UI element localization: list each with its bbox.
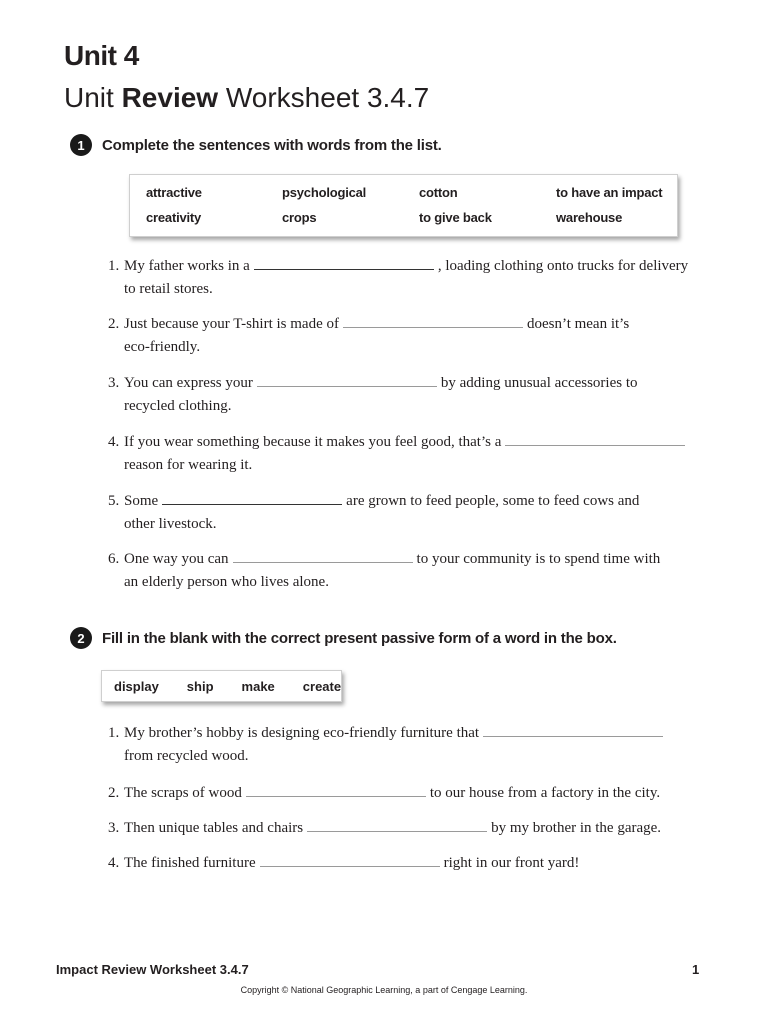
question-continuation: other livestock. [124, 516, 217, 532]
question-text: by my brother in the garage. [491, 820, 662, 836]
question-continuation: reason for wearing it. [124, 457, 253, 473]
word-list-box [129, 174, 678, 237]
question-text: My father works in a [124, 258, 250, 274]
worksheet-title [64, 82, 429, 114]
question-number: 3. [108, 375, 120, 391]
section-1-instructions: Complete the sentences with words from the list. [102, 136, 442, 154]
answer-blank[interactable] [257, 372, 437, 387]
section-number-badge: 2 [70, 627, 92, 649]
question-item [108, 817, 718, 840]
answer-blank[interactable] [246, 782, 426, 797]
copyright-notice: Copyright © National Geographic Learning, a part of Cengage Learning. [240, 985, 528, 995]
question-text: Then unique tables and chairs [124, 820, 304, 836]
title-suffix: Worksheet 3.4.7 [218, 82, 430, 113]
question-text: The finished furniture [124, 855, 256, 871]
question-number: 2. [108, 785, 120, 801]
question-text: My brother’s hobby is designing eco-friendly furniture that [124, 725, 480, 741]
question-text: , loading clothing onto trucks for delivery [437, 258, 689, 274]
question-number: 1. [108, 258, 120, 274]
question-continuation: recycled clothing. [124, 398, 232, 414]
section-2-heading [70, 627, 617, 649]
answer-blank[interactable] [505, 431, 685, 446]
question-text: One way you can [124, 551, 229, 567]
question-text: right in our front yard! [443, 855, 580, 871]
question-text: doesn’t mean it’s [526, 316, 630, 332]
question-number: 4. [108, 855, 120, 871]
question-number: 1. [108, 725, 120, 741]
answer-blank[interactable] [233, 548, 413, 563]
word-box [101, 670, 342, 702]
word-item: crops [282, 210, 317, 225]
word-item: ship [186, 678, 214, 694]
answer-blank[interactable] [162, 490, 342, 505]
page-number: 1 [692, 962, 700, 977]
word-item: creativity [146, 210, 202, 225]
question-item [108, 852, 718, 875]
question-number: 2. [108, 316, 120, 332]
question-text: to our house from a factory in the city. [429, 785, 661, 801]
question-number: 4. [108, 434, 120, 450]
question-item [108, 255, 718, 301]
question-number: 3. [108, 820, 120, 836]
question-text: The scraps of wood [124, 785, 242, 801]
question-text: to your community is to spend time with [416, 551, 661, 567]
answer-blank[interactable] [307, 817, 487, 832]
question-item [108, 782, 718, 805]
question-text: If you wear something because it makes you feel good, that’s a [124, 434, 502, 450]
section-1-heading [70, 134, 442, 156]
answer-blank[interactable] [483, 722, 663, 737]
question-continuation: an elderly person who lives alone. [124, 574, 329, 590]
word-item: to give back [419, 210, 492, 225]
question-number: 6. [108, 551, 120, 567]
question-text: are grown to feed people, some to feed cows and [346, 493, 640, 509]
footer-worksheet-name: Impact Review Worksheet 3.4.7 [56, 962, 249, 977]
question-item [108, 313, 718, 359]
question-text: Some [124, 493, 159, 509]
word-item: psychological [282, 185, 367, 200]
question-item [108, 548, 718, 594]
word-item: attractive [146, 185, 202, 200]
section-number-badge: 1 [70, 134, 92, 156]
word-item: cotton [419, 185, 458, 200]
question-continuation: from recycled wood. [124, 748, 249, 764]
question-text: by adding unusual accessories to [440, 375, 638, 391]
title-prefix: Unit [64, 82, 122, 113]
question-item [108, 372, 718, 418]
answer-blank[interactable] [343, 313, 523, 328]
question-continuation: eco-friendly. [124, 339, 201, 355]
question-continuation: to retail stores. [124, 281, 213, 297]
section-2-instructions: Fill in the blank with the correct present passive form of a word in the box. [102, 629, 617, 647]
unit-heading: Unit 4 [64, 40, 139, 71]
answer-blank[interactable] [254, 255, 434, 270]
question-number: 5. [108, 493, 120, 509]
word-item: create [302, 678, 342, 694]
word-item: display [114, 678, 159, 694]
word-item: make [241, 678, 275, 694]
question-text: Just because your T-shirt is made of [124, 316, 339, 332]
question-item [108, 722, 718, 768]
title-bold: Review [121, 82, 219, 113]
word-item: to have an impact [556, 185, 663, 200]
question-item [108, 431, 718, 477]
word-item: warehouse [556, 210, 623, 225]
question-text: You can express your [124, 375, 253, 391]
question-item [108, 490, 718, 536]
answer-blank[interactable] [260, 852, 440, 867]
